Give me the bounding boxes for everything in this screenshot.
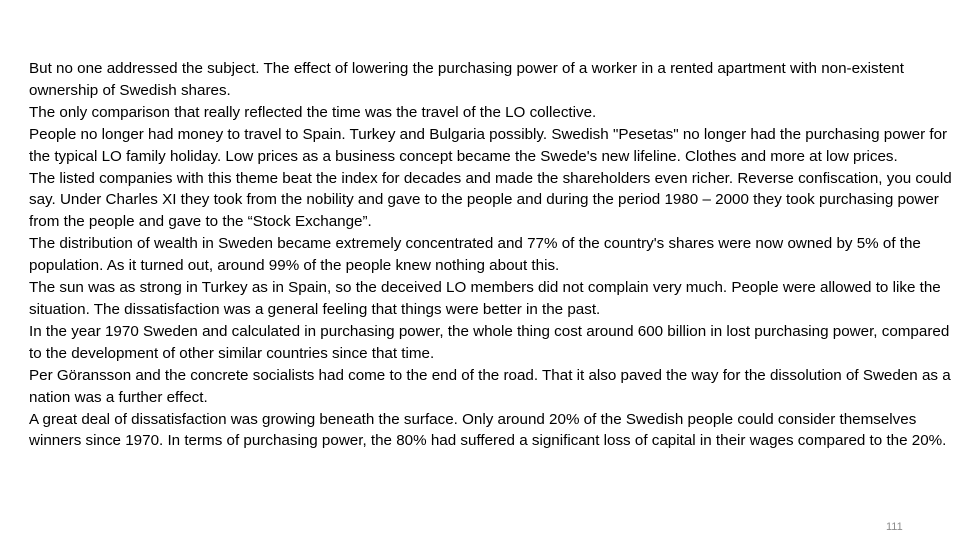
paragraph-7: In the year 1970 Sweden and calculated in purchasing power, the whole thing cost around 600 billion in lost purchasing power, compared to the development of other similar countries since that time. — [29, 322, 950, 362]
paragraph-3: People no longer had money to travel to Spain. Turkey and Bulgaria possibly. Swedish "Pesetas" no longer had the purchasing power for the typical LO family holiday. Low prices as a business concept became the Swede's new lifeline. Clothes and more at low prices. — [29, 125, 948, 165]
paragraph-4: The listed companies with this theme beat the index for decades and made the shareholders even richer. Reverse confiscation, you could say. Under Charles XI they took from the nobility and gave to the people and during the period 1980 – 2000 they took purchasing power from the people and gave to the “Stock Exchange”. — [29, 169, 952, 231]
paragraph-9: A great deal of dissatisfaction was growing beneath the surface. Only around 20% of the Swedish people could consider themselves winners since 1970. In terms of purchasing power, the 80% had suffered a significant loss of capital in their wages compared to the 20%. — [29, 410, 947, 450]
body-text — [29, 58, 954, 452]
page-number: 111 — [886, 521, 903, 533]
paragraph-6: The sun was as strong in Turkey as in Spain, so the deceived LO members did not complain very much. People were allowed to like the situation. The dissatisfaction was a general feeling that things were better in the past. — [29, 279, 941, 318]
paragraph-5: The distribution of wealth in Sweden became extremely concentrated and 77% of the country's shares were now owned by 5% of the population. As it turned out, around 99% of the people knew nothing about this. — [29, 235, 921, 275]
paragraph-8: Per Göransson and the concrete socialists had come to the end of the road. That it also paved the way for the dissolution of Sweden as a nation was a further effect. — [29, 366, 951, 406]
paragraph-2: The only comparison that really reflected the time was the travel of the LO collective. — [29, 103, 597, 121]
paragraph-1: But no one addressed the subject. The effect of lowering the purchasing power of a worker in a rented apartment with non-existent ownership of Swedish shares. — [29, 60, 904, 99]
